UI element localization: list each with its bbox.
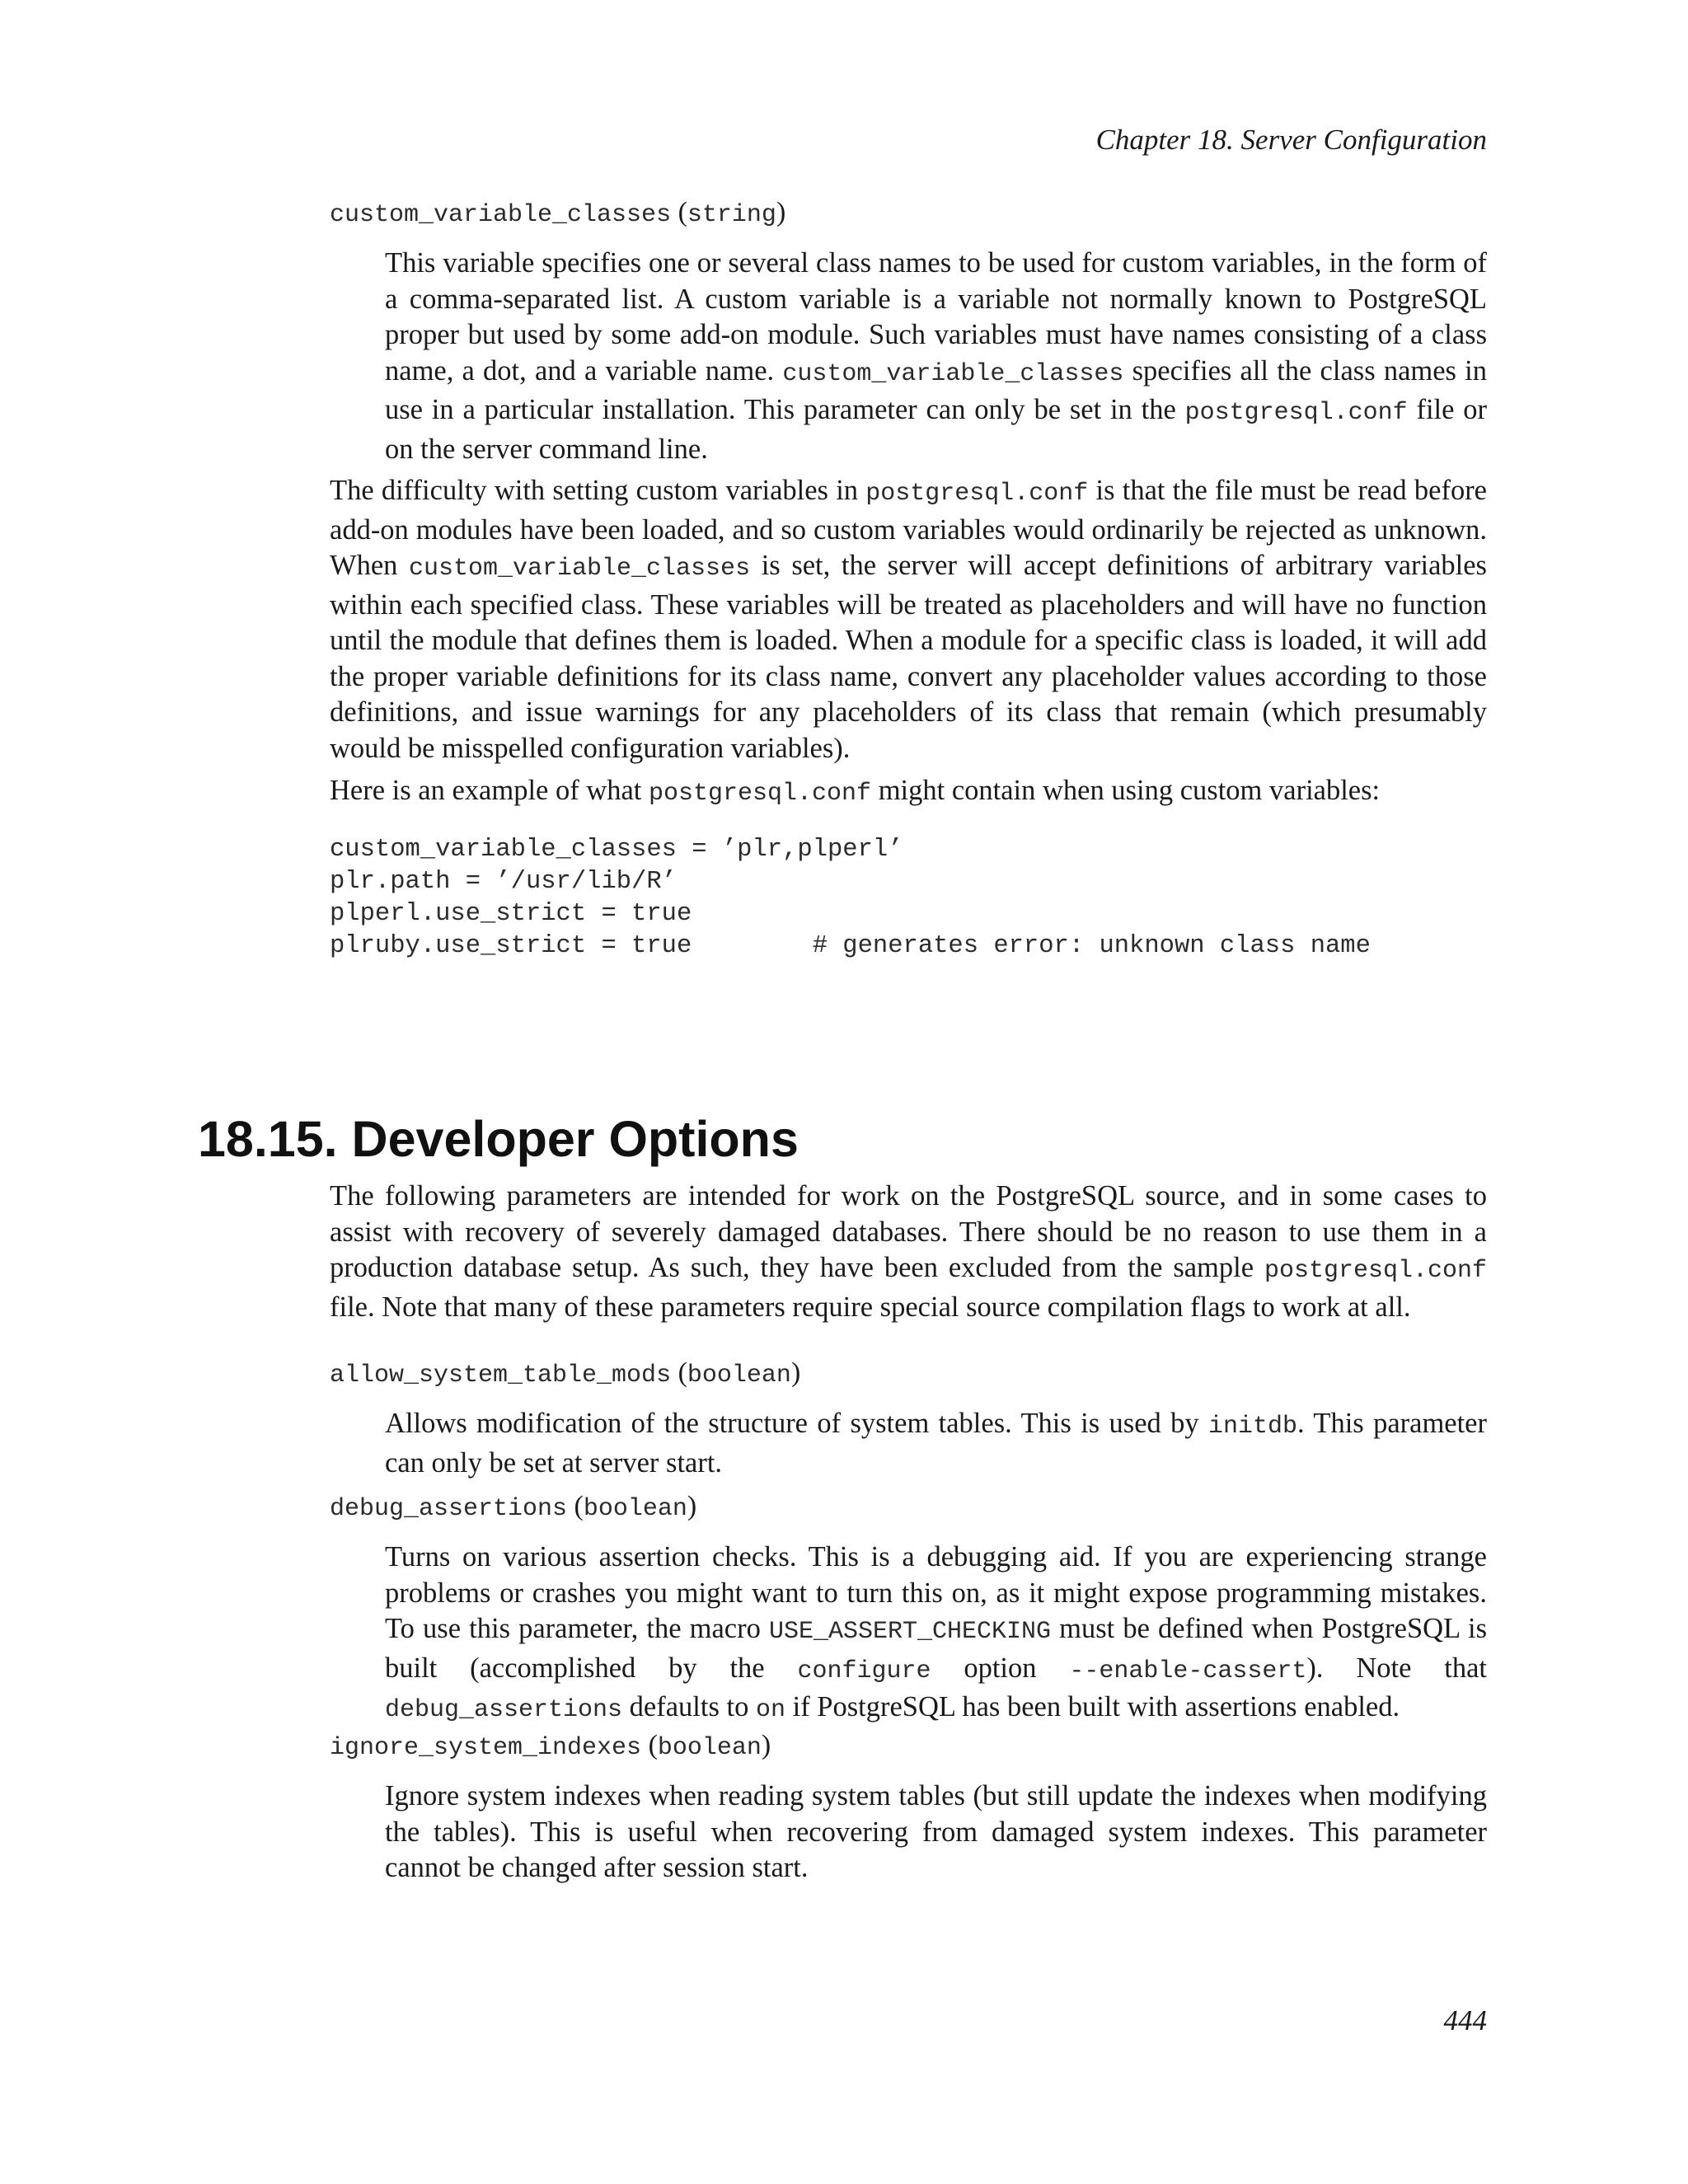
inline-code: custom_variable_classes [782, 359, 1124, 388]
text-run: is set, the server will accept definitions of arbitrary variables within each specified class. These variables will be treated as placeholders and will have no function until the module that defines them is loaded. When a module for a specific class is loaded, it will add the proper variable definitions for its class name, convert any placeholder values according to those definitions, and issue warnings for any placeholders of its class that remain (which presumably would be misspelled configuration variables). [330, 550, 1487, 764]
text-run: Ignore system indexes when reading system tables (but still update the indexes when modifying the tables). This is useful when recovering from damaged system indexes. This parameter cannot be changed after session start. [385, 1780, 1487, 1883]
page-number: 444 [1443, 2004, 1487, 2036]
inline-code: initdb [1208, 1413, 1298, 1441]
param-desc-debug-assertions [385, 1540, 1487, 1729]
param-type-open: ( [671, 197, 687, 227]
param-type-close: ) [761, 1730, 771, 1760]
param-term-debug-assertions [330, 1488, 696, 1527]
param-name: allow_system_table_mods [330, 1361, 672, 1390]
text-run: The difficulty with setting custom variables in [330, 475, 866, 506]
section-title: 18.15. Developer Options [198, 1111, 799, 1167]
inline-code: postgresql.conf [1184, 399, 1408, 427]
text-run: Allows modification of the structure of system tables. This is used by [385, 1408, 1208, 1439]
text-run: option [931, 1652, 1070, 1684]
text-run: Turns on various assertion checks. This is a debugging aid. If you are experiencing strange problems or crashes you might want to turn this on, as it might expose programming mistakes. To use this parameter, the macro [385, 1541, 1487, 1644]
text-run: The following parameters are intended for work on the PostgreSQL source, and in some cases to assist with recovery of severely damaged databases. There should be no reason to use them in a production database setup. As such, they have been excluded from the sample [330, 1180, 1487, 1283]
inline-code: configure [797, 1657, 931, 1685]
inline-code: postgresql.conf [1264, 1257, 1487, 1285]
param-term-ignore-system-indexes [330, 1727, 771, 1766]
param-term-custom-variable-classes [330, 194, 785, 233]
body-paragraph-difficulty [330, 473, 1487, 766]
param-type-close: ) [790, 1357, 801, 1388]
inline-code: custom_variable_classes [409, 555, 751, 583]
param-name: custom_variable_classes [330, 201, 672, 229]
inline-code: on [755, 1696, 785, 1724]
code-example-block: custom_variable_classes = ’plr,plperl’ plr.path = ’/usr/lib/R’ plperl.use_strict = true plruby.use_strict = true # generates error: unknown class name [330, 836, 1371, 960]
text-run: . This parameter can only be set at server start. [385, 1408, 1487, 1479]
param-type: boolean [657, 1734, 762, 1762]
param-name: ignore_system_indexes [330, 1734, 642, 1762]
text-run: might contain when using custom variables: [871, 775, 1381, 806]
text-run: is that the file must be read before add-on modules have been loaded, and so custom variables would ordinarily be rejected as unknown. When [330, 475, 1487, 581]
inline-code: postgresql.conf [865, 480, 1089, 508]
inline-code: postgresql.conf [649, 780, 872, 808]
param-type-close: ) [776, 197, 786, 227]
text-run: file. Note that many of these parameters require special source compilation flags to work at all. [330, 1291, 1411, 1323]
inline-code: debug_assertions [385, 1696, 623, 1724]
param-desc-custom-variable-classes [385, 246, 1487, 467]
param-desc-ignore-system-indexes [385, 1779, 1487, 1886]
param-type-open: ( [567, 1491, 584, 1521]
param-desc-allow-system-table-mods [385, 1406, 1487, 1481]
param-type-open: ( [641, 1730, 658, 1760]
param-type: boolean [687, 1361, 791, 1390]
param-type: boolean [583, 1495, 687, 1523]
param-name: debug_assertions [330, 1495, 568, 1523]
text-run: specifies all the class names in use in a particular installation. This parameter can only be set in the [385, 354, 1487, 425]
param-term-allow-system-table-mods [330, 1355, 800, 1394]
inline-code: --enable-cassert [1069, 1657, 1307, 1685]
text-run: Here is an example of what [330, 775, 649, 806]
section-intro-paragraph [330, 1179, 1487, 1325]
text-run: defaults to [622, 1691, 756, 1722]
running-header: Chapter 18. Server Configuration [1095, 124, 1487, 156]
text-run: file or on the server command line. [385, 394, 1488, 465]
inline-code: USE_ASSERT_CHECKING [768, 1618, 1052, 1646]
param-type: string [687, 201, 776, 229]
text-run: ). Note that [1306, 1652, 1487, 1684]
text-run: must be defined when PostgreSQL is built (accomplished by the [385, 1613, 1487, 1684]
text-run: This variable specifies one or several class names to be used for custom variables, in the form of a comma-separated list. A custom variable is a variable not normally known to PostgreSQL proper but used by some add-on module. Such variables must have names consisting of a class name, a dot, and a variable name. [385, 247, 1487, 387]
param-type-close: ) [687, 1491, 697, 1521]
body-paragraph-example [330, 773, 1487, 813]
param-type-open: ( [671, 1357, 687, 1388]
text-run: if PostgreSQL has been built with assertions enabled. [785, 1691, 1400, 1722]
